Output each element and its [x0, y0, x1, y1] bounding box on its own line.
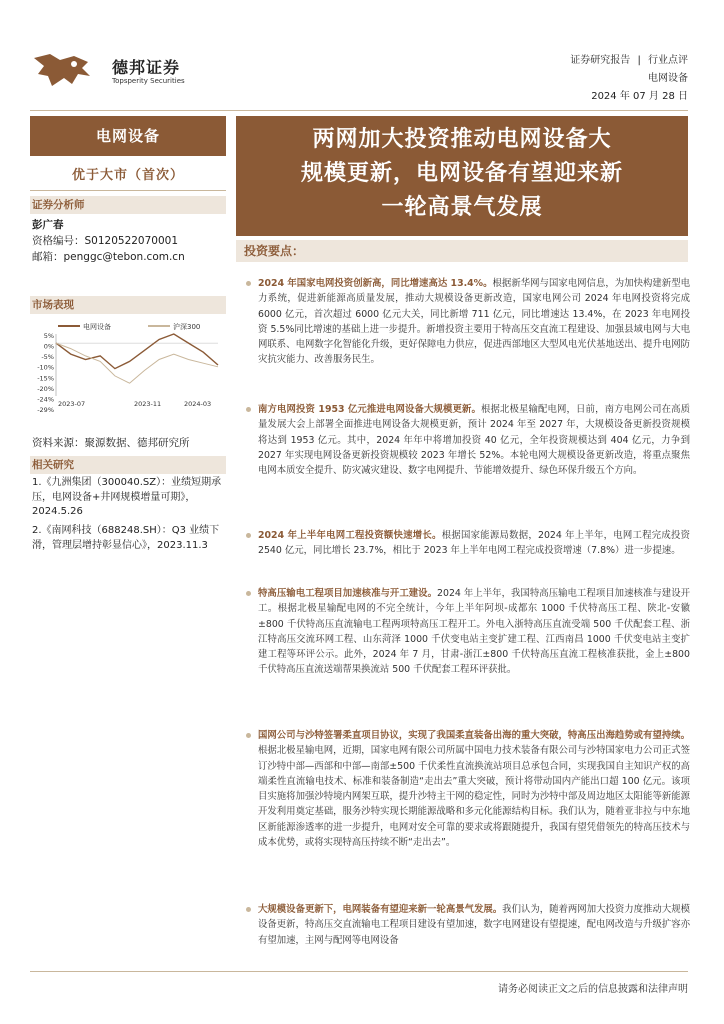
chart-y-tick-label: 0% — [43, 342, 54, 351]
related-item[interactable]: 2.《南网科技（688248.SH）：Q3 业绩下滑，管理层增持彰显信心》，2023.11.3 — [32, 525, 220, 551]
key-point — [244, 902, 690, 962]
report-title — [236, 116, 688, 236]
title-line: 两网加大投资推动电网设备大 — [312, 127, 612, 152]
chart-source: 资料来源：聚源数据、德邦研究所 — [32, 437, 190, 449]
key-point-body: 根据北极星输配电网，日前，南方电网公司在高质量发展大会上部署全面推进电网设备大规模更新，预计 2024 年至 2027 年，大规模设备更新投资规模将达到 1953 亿元。其中，2024 年年中将增加投资 40 亿元，全年投资规模达到 404 亿元，力争到 2027 年实现电网设备更新投资规模较 2023 年增长 52%。本轮电网大规模设备更新改造，将重点聚焦电网本质安全提升、防灾减灾建设、数字电网提升、节能增效提升、绿色环保升级五个方向。 — [258, 404, 690, 477]
key-point — [244, 728, 690, 850]
related-item[interactable]: 1.《九洲集团（300040.SZ）：业绩短期承压，电网设备+井网规模增量可期》，2024.5.26 — [32, 477, 222, 517]
report-date: 2024 年 07 月 28 日 — [591, 91, 688, 102]
key-point-body: 2024 年上半年，我国特高压输电工程项目加速核准与建设开工。根据北极星输配电网的不完全统计，今年上半年阿坝-成都东 1000 千伏特高压工程、陕北-安徽±800 千伏特高压直流输电工程两项特高压工程开工。外电入浙特高压直流受端 500 千伏配套工程、浙江特高压交流环网工程、山东菏泽 1000 千伏变电站主变扩建工程、江西南昌 1000 千伏变电站主变扩建工程等环评公示。此外，2024 年 7 月，甘肃-浙江±800 千伏特高压直流工程核准获批，金上±800 千伏特高压直流送端帮果换流站 500 千伏配套工程环评获批。 — [258, 588, 690, 676]
bullet-dot-icon — [246, 281, 251, 286]
header-separator: | — [637, 55, 641, 66]
chart-series-line — [56, 343, 218, 383]
bullet-dot-icon — [246, 407, 251, 412]
key-point-body: 根据国家能源局数据，2024 年上半年，电网工程完成投资 2540 亿元，同比增长 23.7%，相比于 2023 年上半年电网工程完成投资增速（7.8%）进一步提速。 — [258, 530, 691, 557]
footer-divider — [30, 971, 688, 972]
analyst-email[interactable]: 邮箱：penggc@tebon.com.cn — [32, 251, 185, 263]
report-type: 证券研究报告 — [570, 55, 631, 66]
chart-y-tick-label: -20% — [37, 384, 54, 393]
bullet-dot-icon — [246, 733, 251, 738]
title-line: 规模更新，电网设备有望迎来新 — [300, 161, 623, 186]
chart-y-tick-label: 5% — [43, 332, 54, 340]
key-point-highlight: 南方电网投资 1953 亿元推进电网设备大规模更新。 — [258, 404, 481, 415]
key-point — [244, 586, 690, 678]
chart-x-tick-label: 2024-03 — [184, 400, 212, 408]
header-divider — [30, 110, 688, 111]
key-point-highlight: 2024 年国家电网投资创新高，同比增速高达 13.4%。 — [258, 278, 493, 289]
chart-legend-label: 沪深300 — [173, 323, 201, 331]
key-point-highlight: 大规模设备更新下，电网装备有望迎来新一轮高景气发展。 — [258, 904, 503, 915]
chart-x-tick-label: 2023-11 — [134, 400, 162, 408]
bullet-dot-icon — [246, 533, 251, 538]
chart-series-line — [56, 334, 218, 369]
report-meta — [570, 52, 688, 106]
related-heading: 相关研究 — [30, 456, 226, 474]
market-performance-chart — [30, 320, 226, 412]
key-point — [244, 276, 690, 368]
footer-disclaimer: 请务必阅读正文之后的信息披露和法律声明 — [498, 984, 688, 995]
chart-x-tick-label: 2023-07 — [58, 400, 86, 408]
report-industry: 电网设备 — [648, 73, 688, 84]
key-point-highlight: 国网公司与沙特签署柔直项目协议，实现了我国柔直装备出海的重大突破，特高压出海趋势或有望持续。 — [258, 730, 690, 741]
key-point-body: 根据新华网与国家电网信息，为加快构建新型电力系统，促进新能源高质量发展，推动大规模设备更新改造，国家电网公司 2024 年电网投资将完成 6000 亿元，首次超过 6000 亿元大关，同比新增 711 亿元，同比增速达 13.4%，在 2023 年电网投资 5.5%同比增速的基础上进一步提升。新增投资主要用于特高压交直流工程建设、加强县域电网与大电网联系、电网数字化智能化升级，更好保障电力供应，促进西部地区大型风电光伏基地送出、提升电网防灾抗灾能力、改善服务民生。 — [258, 278, 690, 366]
chart-y-tick-label: -24% — [37, 395, 54, 404]
logo-name-cn: 德邦证券 — [112, 58, 181, 77]
rating-divider — [30, 190, 226, 191]
key-point-body: 根据北极星输电网，近期，国家电网有限公司所属中国电力技术装备有限公司与沙特国家电力公司正式签订沙特中部—西部和中部—南部±500 千伏柔性直流换流站项目总承包合同，实现我国自主知识产权的高端柔性直流输电技术、标准和装备制造“走出去”重大突破，预计将带动国内产能出口超 100 亿元。该项目实施将加强沙特境内网架互联，提升沙特主干网的稳定性，同时为沙特中部及周边地区太阳能等新能源开发利用奠定基础，服务沙特实现长期能源战略和多元化能源结构目标。我们认为，随着亚非拉与中东地区新能源渗透率的进一步提升，电网对安全可靠的要求或将跟随提升，我国有望凭借领先的特高压技术与成本优势，或将实现特高压持续不断“走出去”。 — [258, 745, 690, 849]
chart-y-tick-label: -5% — [41, 353, 54, 362]
key-point-body: 我们认为，随着两网加大投资力度推动大规模设备更新，特高压交直流输电工程项目建设有望加速，数字电网建设有望提速，配电网改造与升级扩容亦有望加速，主网与配网等电网设备 — [258, 904, 690, 946]
investment-rating: 优于大市（首次） — [71, 168, 184, 183]
title-line: 一轮高景气发展 — [381, 195, 543, 220]
logo-bull-icon — [30, 50, 98, 92]
company-logo — [30, 50, 190, 92]
analyst-name: 彭广春 — [32, 219, 64, 231]
key-point — [244, 402, 690, 478]
chart-y-tick-label: -10% — [37, 363, 54, 372]
key-points-heading: 投资要点： — [236, 240, 688, 262]
chart-legend-label: 电网设备 — [83, 323, 111, 331]
report-subtype: 行业点评 — [648, 55, 688, 66]
analyst-cert: 资格编号：S0120522070001 — [32, 235, 179, 247]
market-heading: 市场表现 — [30, 296, 226, 314]
key-point-highlight: 特高压输电工程项目加速核准与开工建设。 — [258, 588, 438, 599]
key-point-highlight: 2024 年上半年电网工程投资额快速增长。 — [258, 530, 442, 541]
bullet-dot-icon — [246, 591, 251, 596]
bullet-dot-icon — [246, 907, 251, 912]
sector-label: 电网设备 — [30, 116, 226, 156]
chart-y-tick-label: -29% — [37, 406, 54, 412]
chart-y-tick-label: -15% — [37, 374, 54, 383]
analyst-heading: 证券分析师 — [30, 196, 226, 214]
key-point — [244, 528, 690, 559]
logo-name-en: Topsperity Securities — [112, 77, 185, 85]
